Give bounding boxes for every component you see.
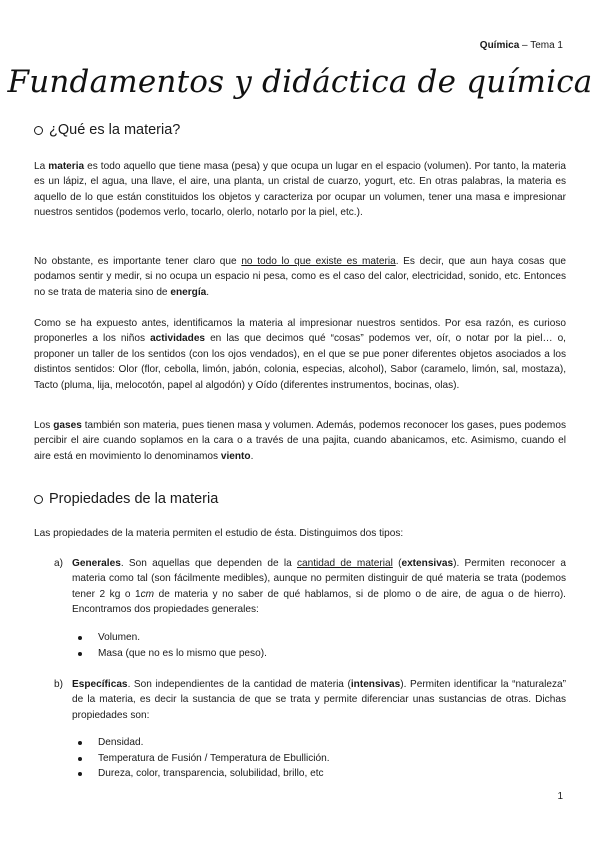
bullet-dot-icon <box>78 772 82 776</box>
unit-cm: cm <box>140 588 155 600</box>
document-title: Fundamentos y didáctica de química <box>7 64 593 100</box>
term-especificas: Específicas <box>72 679 128 690</box>
list-item: Temperatura de Fusión / Temperatura de Ebullición. <box>76 751 556 767</box>
circle-bullet-icon <box>34 126 43 135</box>
term-energia: energía <box>170 286 207 298</box>
term-actividades: actividades <box>150 333 206 345</box>
bullet-dot-icon <box>78 636 82 640</box>
term-gases: gases <box>53 420 82 431</box>
underlined-phrase: no todo lo que existe es materia <box>241 256 396 267</box>
term-generales: Generales <box>72 558 121 569</box>
term-materia: materia <box>48 161 85 172</box>
section-heading-text: ¿Qué es la materia? <box>49 122 181 138</box>
page-header <box>480 40 563 51</box>
term-extensivas: extensivas <box>401 558 454 569</box>
bullet-list-generales <box>76 630 556 661</box>
header-subject: Química <box>479 40 520 51</box>
paragraph-definicion: La materia es todo aquello que tiene masa (pesa) y que ocupa un lugar en el espacio (volumen). Por tanto, la materia es un lápiz, el agua, una llave, el aire, una planta, un cristal de cuarzo, yogurt, etc. En otras palabras, la materia es aquello de lo que están constituidos los objetos y caracteriza por ocupar un volumen, tener una masa e impresionar nuestros sentidos (podemos verlo, tocarlo, olerlo, notarlo por la piel, etc.). <box>34 161 566 219</box>
bullet-dot-icon <box>78 741 82 745</box>
list-item: Dureza, color, transparencia, solubilidad, brillo, etc <box>76 766 556 782</box>
list-item-generales: a) Generales. Son aquellas que dependen de la cantidad de material (extensivas). Permiten reconocer a materia como tal (son fácilmente medibles), aunque no permiten distinguir de qué materia se trata (podemos tener 2 kg o 1cm de materia y no saber de qué hablamos, si de plomo o de aire, de agua o de hierro). Encontramos dos propiedades generales: <box>54 558 566 616</box>
term-intensivas: intensivas <box>350 679 401 690</box>
list-item-especificas: b) Específicas. Son independientes de la cantidad de materia (intensivas). Permiten identificar la “naturaleza” de la materia, es decir la sustancia de que se trata y permite diferenciar unas sustancias de otras. Dichas propiedades son: <box>54 679 566 721</box>
bullet-dot-icon <box>78 652 82 656</box>
header-topic: Tema 1 <box>530 40 563 51</box>
list-marker: b) <box>54 679 63 690</box>
bullet-list-especificas <box>76 735 556 782</box>
bullet-dot-icon <box>78 757 82 761</box>
paragraph-no-materia: No obstante, es importante tener claro que no todo lo que existe es materia. Es decir, que aun haya cosas que podamos sentir y medir, si no ocupa un espacio ni pesa, como es el caso del calor, electricidad, sonido, etc. Entonces no se trata de materia sino de energía. <box>34 256 566 298</box>
list-item: Volumen. <box>76 630 556 646</box>
term-viento: viento <box>220 450 251 462</box>
circle-bullet-icon <box>34 495 43 504</box>
header-separator: – <box>519 40 531 51</box>
paragraph-gases: Los gases también son materia, pues tienen masa y volumen. Además, podemos reconocer los gases, pues podemos percibir el aire cuando soplamos en la cara o a través de una pajita, cuando abanicamos, etc. Asimismo, cuando el aire está en movimiento lo denominamos viento. <box>34 420 566 462</box>
section-heading-propiedades <box>34 491 218 507</box>
list-item: Densidad. <box>76 735 556 751</box>
page-number: 1 <box>557 791 563 802</box>
paragraph-actividades: Como se ha expuesto antes, identificamos la materia al impresionar nuestros sentidos. Por esa razón, es curioso proponerles a los niños actividades en las que decimos qué “cosas” podemos ver, oír, o notar por la piel… o, proponer un taller de los sentidos (con los ojos vendados), en el que se pue poner diferentes objetos asociados a los distintos sentidos: Olor (flor, cebolla, limón, jabón, colonia, especias, alcohol), Sabor (caramelo, limón, sal, mostaza), Tacto (pluma, lija, melocotón, papel al algodón) y Oído (diferentes instrumentos, bocinas, olas). <box>34 318 566 391</box>
section-heading-text: Propiedades de la materia <box>49 491 219 507</box>
list-marker: a) <box>54 558 63 569</box>
section-heading-materia <box>34 122 180 138</box>
list-item: Masa (que no es lo mismo que peso). <box>76 646 556 662</box>
underlined-phrase: cantidad de material <box>296 558 393 569</box>
paragraph-intro-propiedades: Las propiedades de la materia permiten el estudio de ésta. Distinguimos dos tipos: <box>34 528 404 539</box>
